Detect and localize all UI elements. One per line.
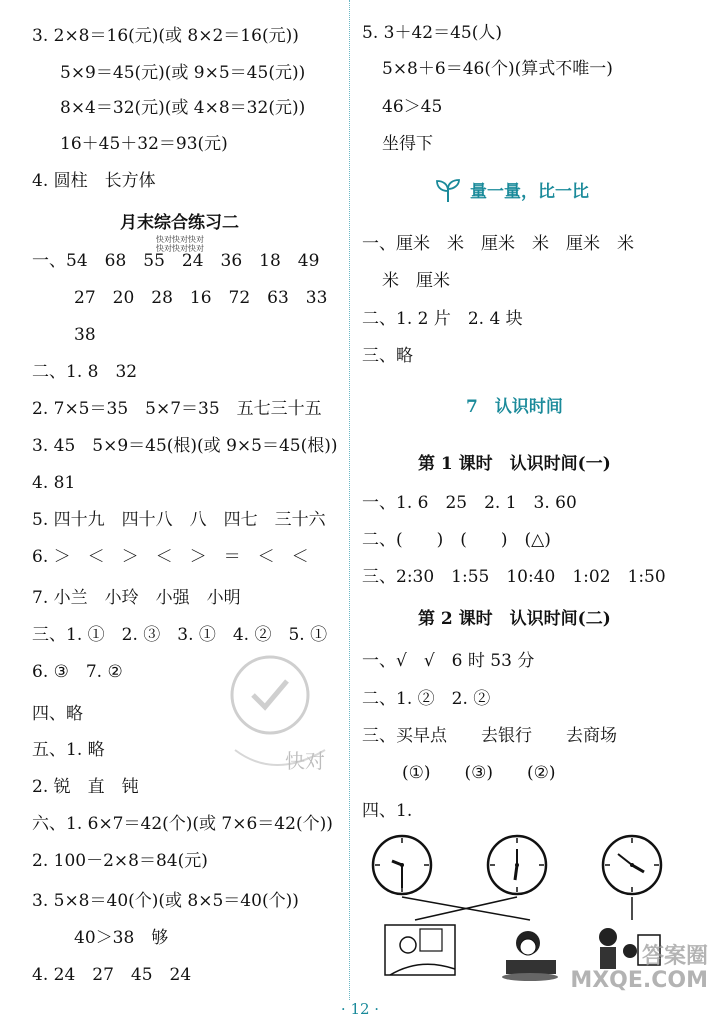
answer-line: 27 20 28 16 72 63 33 [74, 288, 328, 308]
clock-icon [600, 833, 664, 897]
answer-line: 16＋45＋32＝93(元) [60, 134, 228, 154]
lesson-title: 第 1 课时 认识时间(一) [418, 454, 611, 474]
answer-line: 5. 3＋42＝45(人) [362, 23, 502, 43]
watermark-text: 快对 [285, 749, 325, 773]
answer-line: 三、略 [362, 346, 413, 366]
answer-line: 5×9＝45(元)(或 9×5＝45(元)) [60, 63, 306, 83]
answer-line: 4. 24 27 45 24 [32, 965, 192, 985]
answer-line: 一、厘米 米 厘米 米 厘米 米 [362, 234, 634, 254]
answer-line: 一、1. 6 25 2. 1 3. 60 [362, 493, 577, 513]
answer-line: 坐得下 [382, 134, 433, 154]
answer-line: 3. 45 5×9＝45(根)(或 9×5＝45(根)) [32, 436, 338, 456]
sprout-icon [434, 178, 462, 204]
answer-line: 四、1. [362, 801, 413, 821]
answer-line: 6. ＞ ＜ ＞ ＜ ＞ ＝ ＜ ＜ [32, 547, 309, 567]
answer-line: 3. 5×8＝40(个)(或 8×5＝40(个)) [32, 891, 299, 911]
answer-line: 2. 锐 直 钝 [32, 777, 139, 797]
section-title: 月末综合练习二 [120, 213, 239, 233]
answer-line: 7. 小兰 小玲 小强 小明 [32, 588, 241, 608]
answer-line: 二、1. ② 2. ② [362, 689, 491, 709]
answer-line: 五、1. 略 [32, 740, 105, 760]
answer-line: 米 厘米 [382, 271, 450, 291]
page-number: · 12 · [340, 1000, 380, 1018]
answer-line: 40＞38 够 [74, 928, 169, 948]
clock-icon [370, 833, 434, 897]
column-divider [349, 0, 350, 1000]
lesson-title: 第 2 课时 认识时间(二) [418, 609, 611, 629]
answer-line: 46＞45 [382, 97, 443, 117]
answer-line: (①) (③) (②) [402, 763, 556, 783]
answer-line: 4. 圆柱 长方体 [32, 171, 156, 191]
answer-line: 2. 7×5＝35 5×7＝35 五七三十五 [32, 399, 322, 419]
answer-line: 5×8＋6＝46(个)(算式不唯一) [382, 59, 613, 79]
answer-line: 2. 100－2×8＝84(元) [32, 851, 208, 871]
answer-line: 4. 81 [32, 473, 76, 493]
answer-line: 二、( ) ( ) (△) [362, 530, 551, 550]
section-heading: 量一量，比一比 [470, 182, 589, 202]
answer-line: 5. 四十九 四十八 八 四七 三十六 [32, 510, 326, 530]
answer-line: 三、买早点 去银行 去商场 [362, 726, 617, 746]
answer-line: 一、54 68 55 24 36 18 49 [32, 251, 320, 271]
answer-line: 四、略 [32, 704, 83, 724]
answer-line: 三、2:30 1:55 10:40 1:02 1:50 [362, 567, 666, 587]
stamp-text: 快对快对快对 [156, 244, 204, 253]
clock-icon [485, 833, 549, 897]
answer-line: 6. ③ 7. ② [32, 662, 123, 682]
answer-line: 二、1. 8 32 [32, 362, 138, 382]
chapter-heading: 7 认识时间 [466, 397, 563, 417]
corner-logo: 答案圈 MXQE.COM [570, 944, 708, 993]
answer-line: 六、1. 6×7＝42(个)(或 7×6＝42(个)) [32, 814, 333, 834]
answer-line: 38 [74, 325, 96, 345]
answer-line: 二、1. 2 片 2. 4 块 [362, 309, 523, 329]
stamp-text: 快对快对快对 [156, 235, 204, 244]
answer-line: 3. 2×8＝16(元)(或 8×2＝16(元)) [32, 26, 299, 46]
answer-line: 三、1. ① 2. ③ 3. ① 4. ② 5. ① [32, 625, 328, 645]
answer-line: 8×4＝32(元)(或 4×8＝32(元)) [60, 98, 306, 118]
answer-line: 一、√ √ 6 时 53 分 [362, 651, 535, 671]
bed-scene-icon [385, 925, 455, 975]
